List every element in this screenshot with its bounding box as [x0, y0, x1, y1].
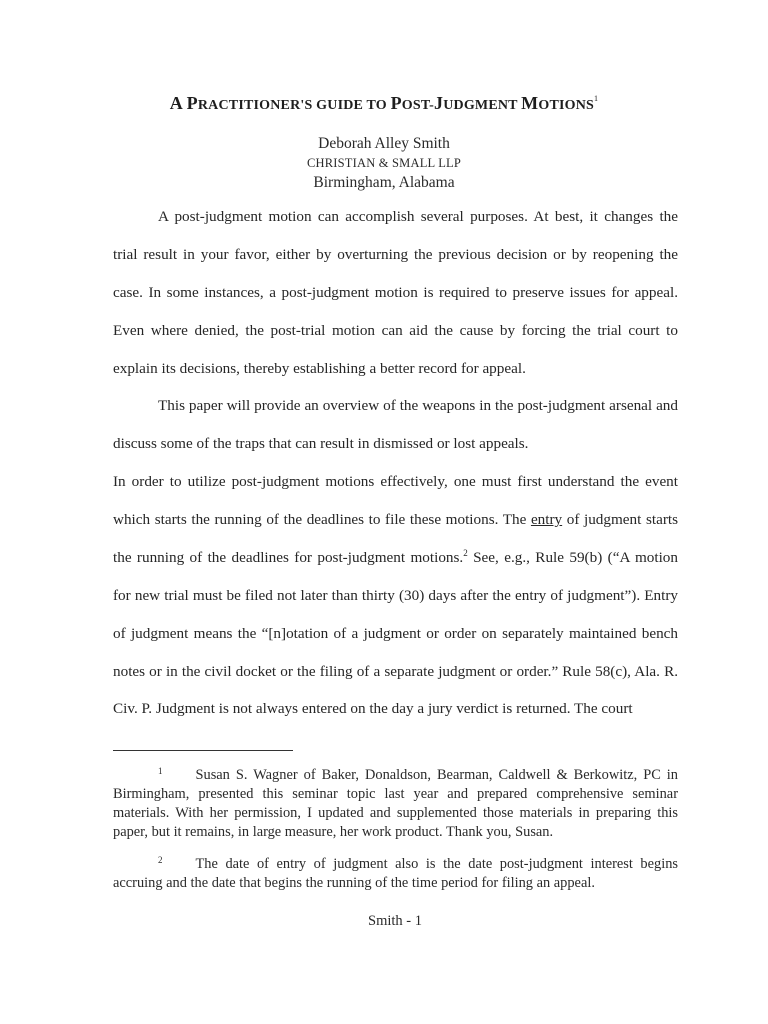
paragraph-text: This paper will provide an overview of the weapons in the post-judgment arsenal and discuss some of the traps that can result in dismissed or lost appeals. [113, 397, 678, 452]
body-paragraph-2 [113, 387, 678, 463]
footnote-text: Susan S. Wagner of Baker, Donaldson, Bearman, Caldwell & Berkowitz, PC in Birmingham, presented this seminar topic last year and prepared comprehensive seminar materials. With her permission, I updated and supplemented those materials in preparing this paper, but it remains, in large measure, her work product. Thank you, Susan. [113, 767, 678, 840]
paragraph-segment: See, e.g., Rule 59(b) (“A motion for new trial must be filed not later than thirty (30) days after the entry of judgment”). Entry of judgment means the “[n]otation of a judgment or order on separately maintained bench notes or in the civil docket or the filing of a separate judgment or order.” Rule 58(c), Ala. R. Civ. P. Judgment is not always entered on the day a jury verdict is returned. The court [113, 548, 678, 718]
title-part: OST- [401, 98, 434, 113]
title-part: J [434, 93, 444, 113]
footnote-divider [113, 750, 293, 751]
underlined-word: entry [530, 510, 563, 528]
title-part: M [521, 93, 539, 113]
footnote-mark: 1 [158, 766, 163, 776]
document-title [0, 93, 768, 114]
paragraph-text [113, 463, 678, 728]
title-footnote-ref: 1 [594, 94, 599, 103]
body-paragraph-3 [113, 463, 678, 728]
footnote-mark: 2 [158, 855, 163, 865]
author-firm: CHRISTIAN & SMALL LLP [306, 156, 462, 170]
author-city: Birmingham, Alabama [313, 174, 455, 191]
footnote-2 [113, 855, 678, 893]
title-part: OTIONS [538, 98, 595, 113]
footnote-text-block [113, 855, 678, 893]
paragraph-text: A post-judgment motion can accomplish several purposes. At best, it changes the trial result in your favor, either by overturning the previous decision or by reopening the case. In some instances, a post-judgment motion is required to preserve issues for appeal. Even where denied, the post-trial motion can aid the cause by forcing the trial court to explain its decisions, thereby establishing a better record for appeal. [113, 208, 678, 377]
title-part: P [390, 93, 402, 113]
title-part: UDGMENT [443, 98, 522, 113]
page-number: Smith - 1 [368, 913, 422, 929]
body-paragraph-1 [113, 198, 678, 388]
author-name: Deborah Alley Smith [318, 135, 450, 152]
footnote-1 [113, 766, 678, 842]
title-part: A P [169, 93, 198, 113]
footnote-ref: 2 [463, 547, 468, 558]
paragraph-segment: In order to utilize post-judgment motions effectively, one must first understand the event which starts the running of the deadlines to file these motions. The [113, 473, 678, 528]
paragraph-segment: of judgment starts the running of the deadlines for post-judgment motions. [113, 510, 679, 566]
title-part: RACTITIONER'S GUIDE TO [197, 98, 391, 113]
footnote-text: The date of entry of judgment also is the date post-judgment interest begins accruing and the date that begins the running of the time period for filing an appeal. [113, 856, 678, 891]
footnote-text-block [113, 766, 678, 842]
